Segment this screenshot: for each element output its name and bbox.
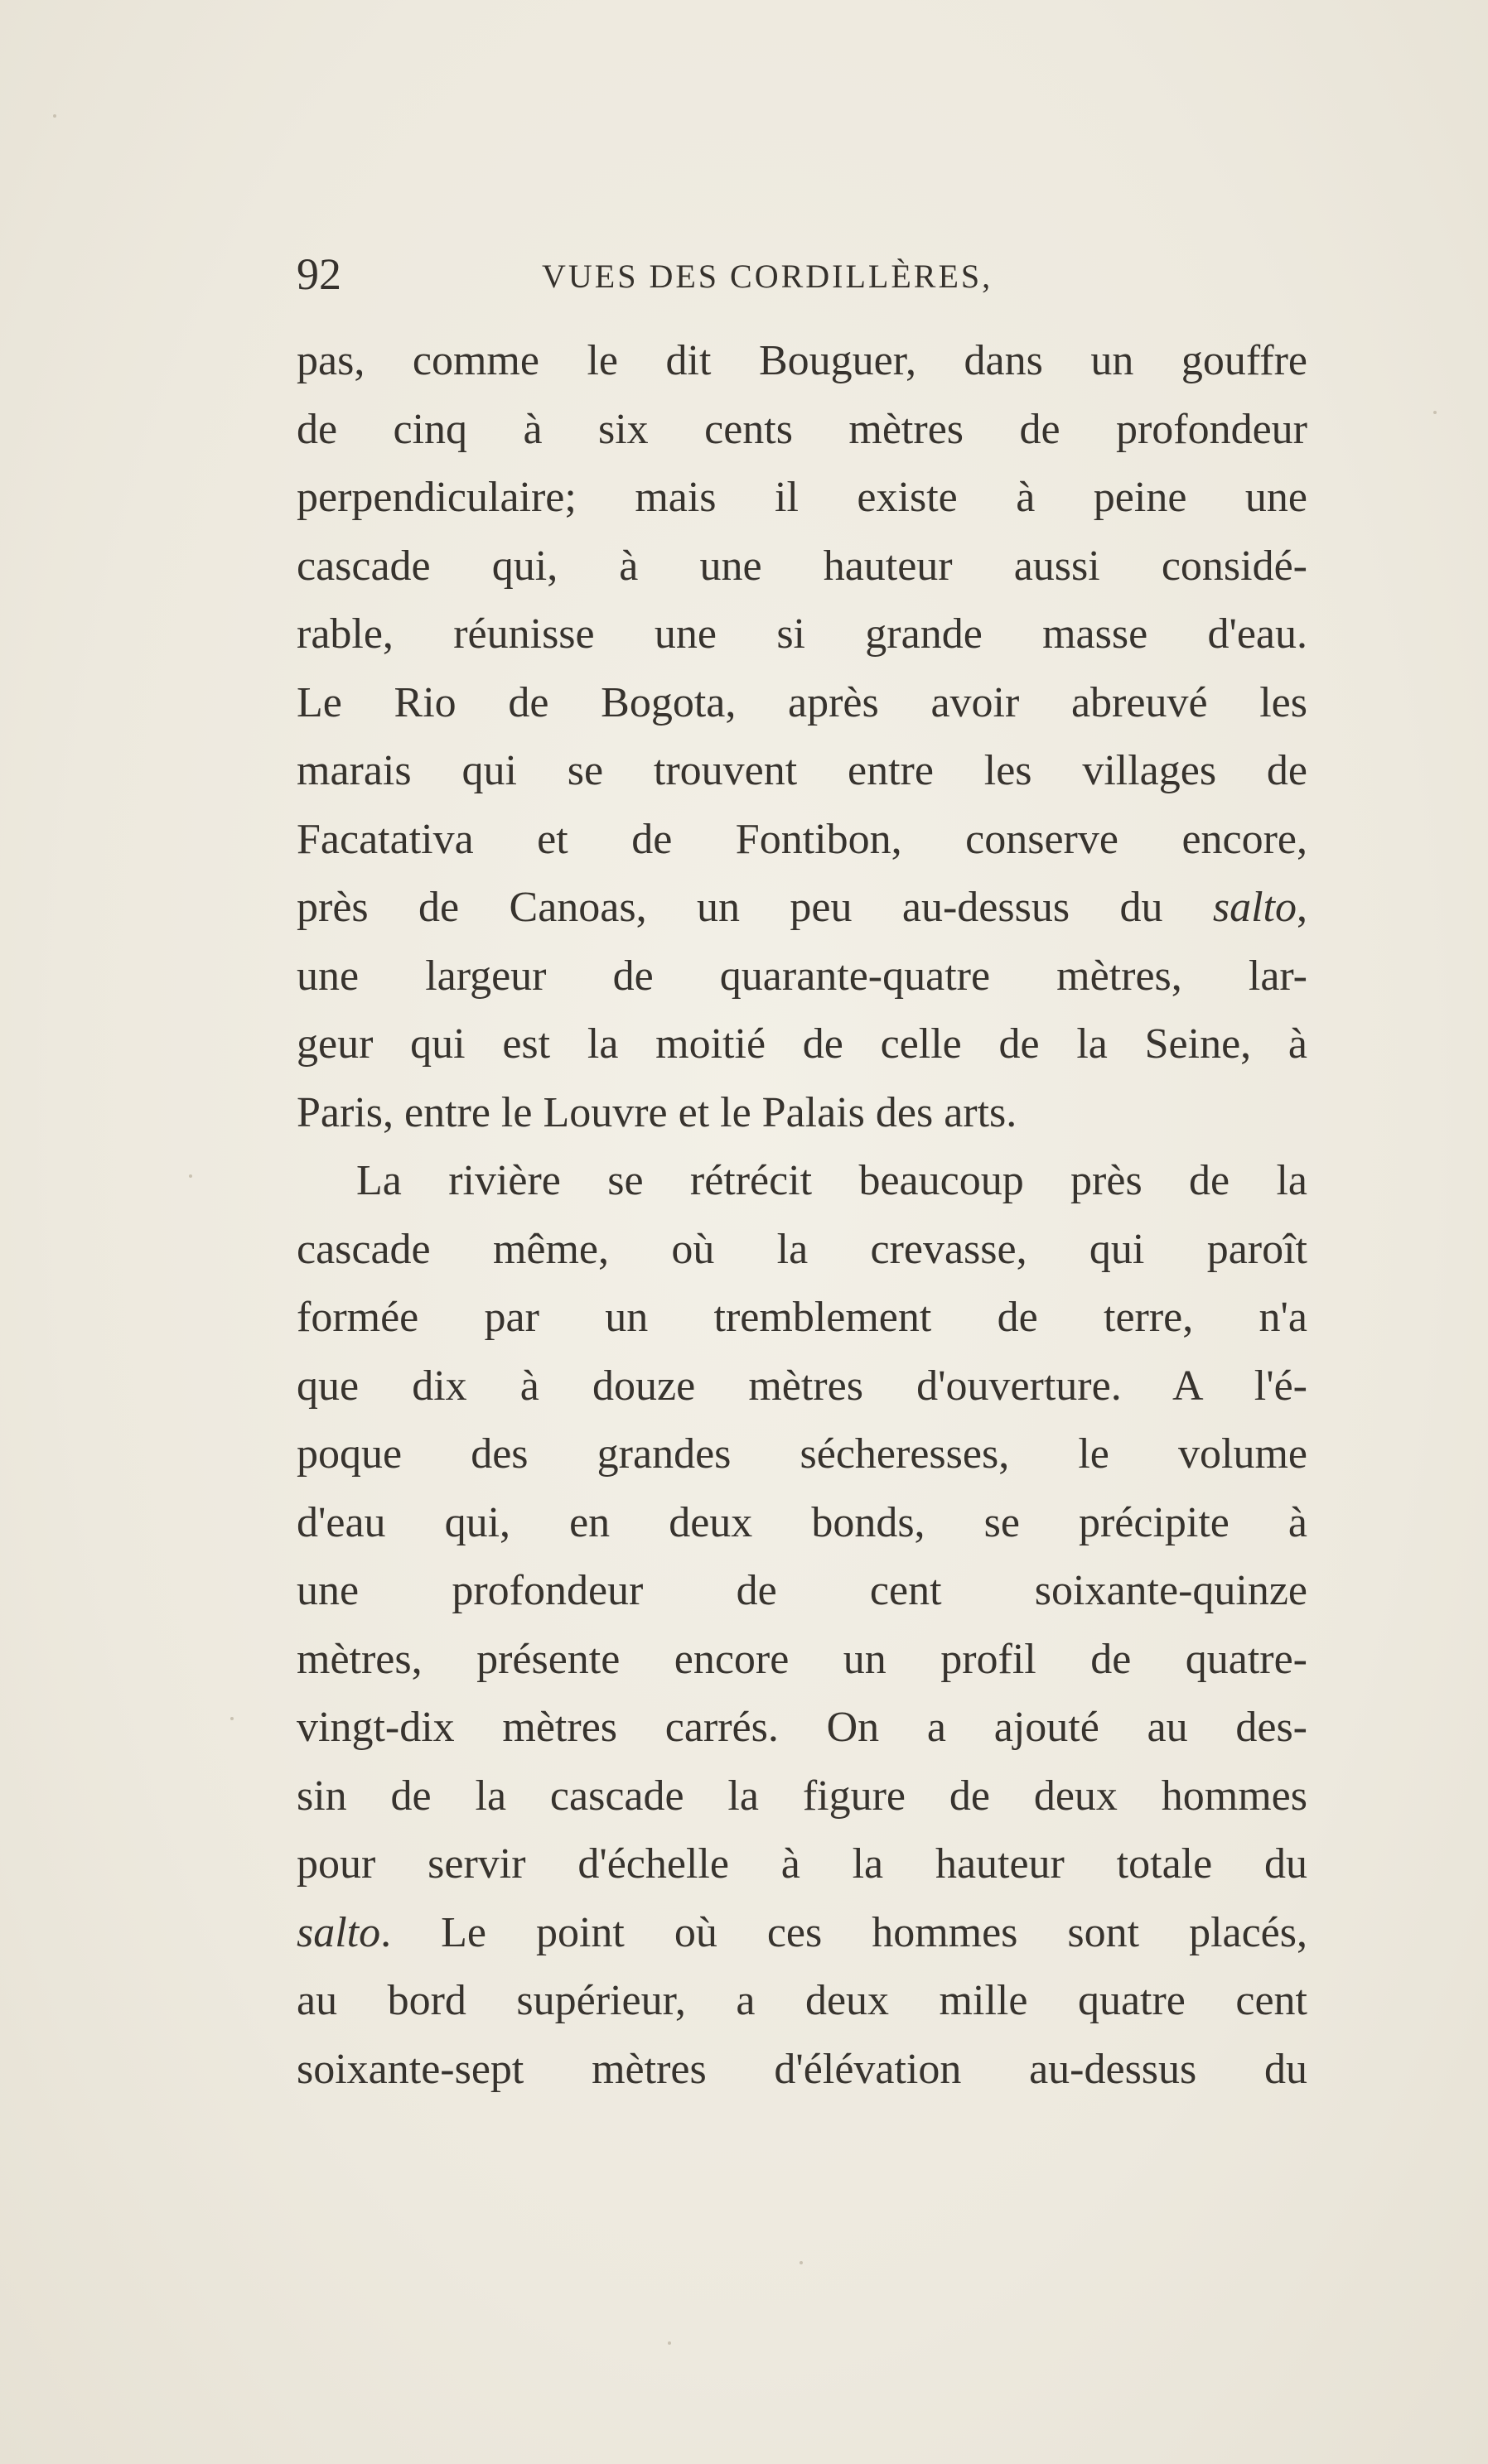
text-line: une largeur de quarante-quatre mètres, lar- <box>297 952 1307 1000</box>
paper-speck <box>230 1717 234 1720</box>
text-line: que dix à douze mètres d'ouverture. A l'é- <box>297 1362 1307 1410</box>
running-title: VUES DES CORDILLÈRES, <box>542 258 993 295</box>
text-line: près de Canoas, un peu au-dessus du salto, <box>297 884 1307 931</box>
text-line: Le Rio de Bogota, après avoir abreuvé les <box>297 678 1307 726</box>
text-line: au bord supérieur, a deux mille quatre cent <box>297 1977 1307 2024</box>
text-line: pas, comme le dit Bouguer, dans un gouffre <box>297 337 1307 384</box>
text-line: marais qui se trouvent entre les villages de <box>297 747 1307 794</box>
body-text <box>297 327 1307 2104</box>
paper-speck <box>189 1174 192 1178</box>
text-line: d'eau qui, en deux bonds, se précipite à <box>297 1498 1307 1546</box>
text-line: cascade même, où la crevasse, qui paroît <box>297 1225 1307 1273</box>
text-line: cascade qui, à une hauteur aussi considé- <box>297 542 1307 590</box>
text-line: soixante-sept mètres d'élévation au-dessus du <box>297 2045 1307 2093</box>
paper-speck <box>1433 411 1437 414</box>
page-number: 92 <box>297 249 341 299</box>
paper-speck <box>53 114 56 118</box>
text-line: sin de la cascade la figure de deux hommes <box>297 1772 1307 1820</box>
page-header <box>297 248 1374 298</box>
text-line: mètres, présente encore un profil de quatre- <box>297 1635 1307 1683</box>
text-line: pour servir d'échelle à la hauteur totale du <box>297 1840 1307 1888</box>
text-line: une profondeur de cent soixante-quinze <box>297 1567 1307 1614</box>
text-line: salto. Le point où ces hommes sont placés, <box>297 1908 1307 1956</box>
paragraph-start-line: La rivière se rétrécit beaucoup près de la <box>356 1157 1307 1204</box>
text-line: Facatativa et de Fontibon, conserve encore, <box>297 815 1307 863</box>
text-line: de cinq à six cents mètres de profondeur <box>297 405 1307 453</box>
text-line: rable, réunisse une si grande masse d'eau. <box>297 610 1307 658</box>
paragraph-end-line: Paris, entre le Louvre et le Palais des arts. <box>297 1088 1017 1136</box>
text-line: poque des grandes sécheresses, le volume <box>297 1430 1307 1478</box>
text-line: vingt-dix mètres carrés. On a ajouté au des- <box>297 1704 1307 1751</box>
text-line: formée par un tremblement de terre, n'a <box>297 1294 1307 1341</box>
text-line: perpendiculaire; mais il existe à peine une <box>297 474 1307 521</box>
paper-speck <box>800 2261 803 2264</box>
paper-speck <box>668 2341 671 2345</box>
text-line: geur qui est la moitié de celle de la Seine, à <box>297 1020 1307 1068</box>
